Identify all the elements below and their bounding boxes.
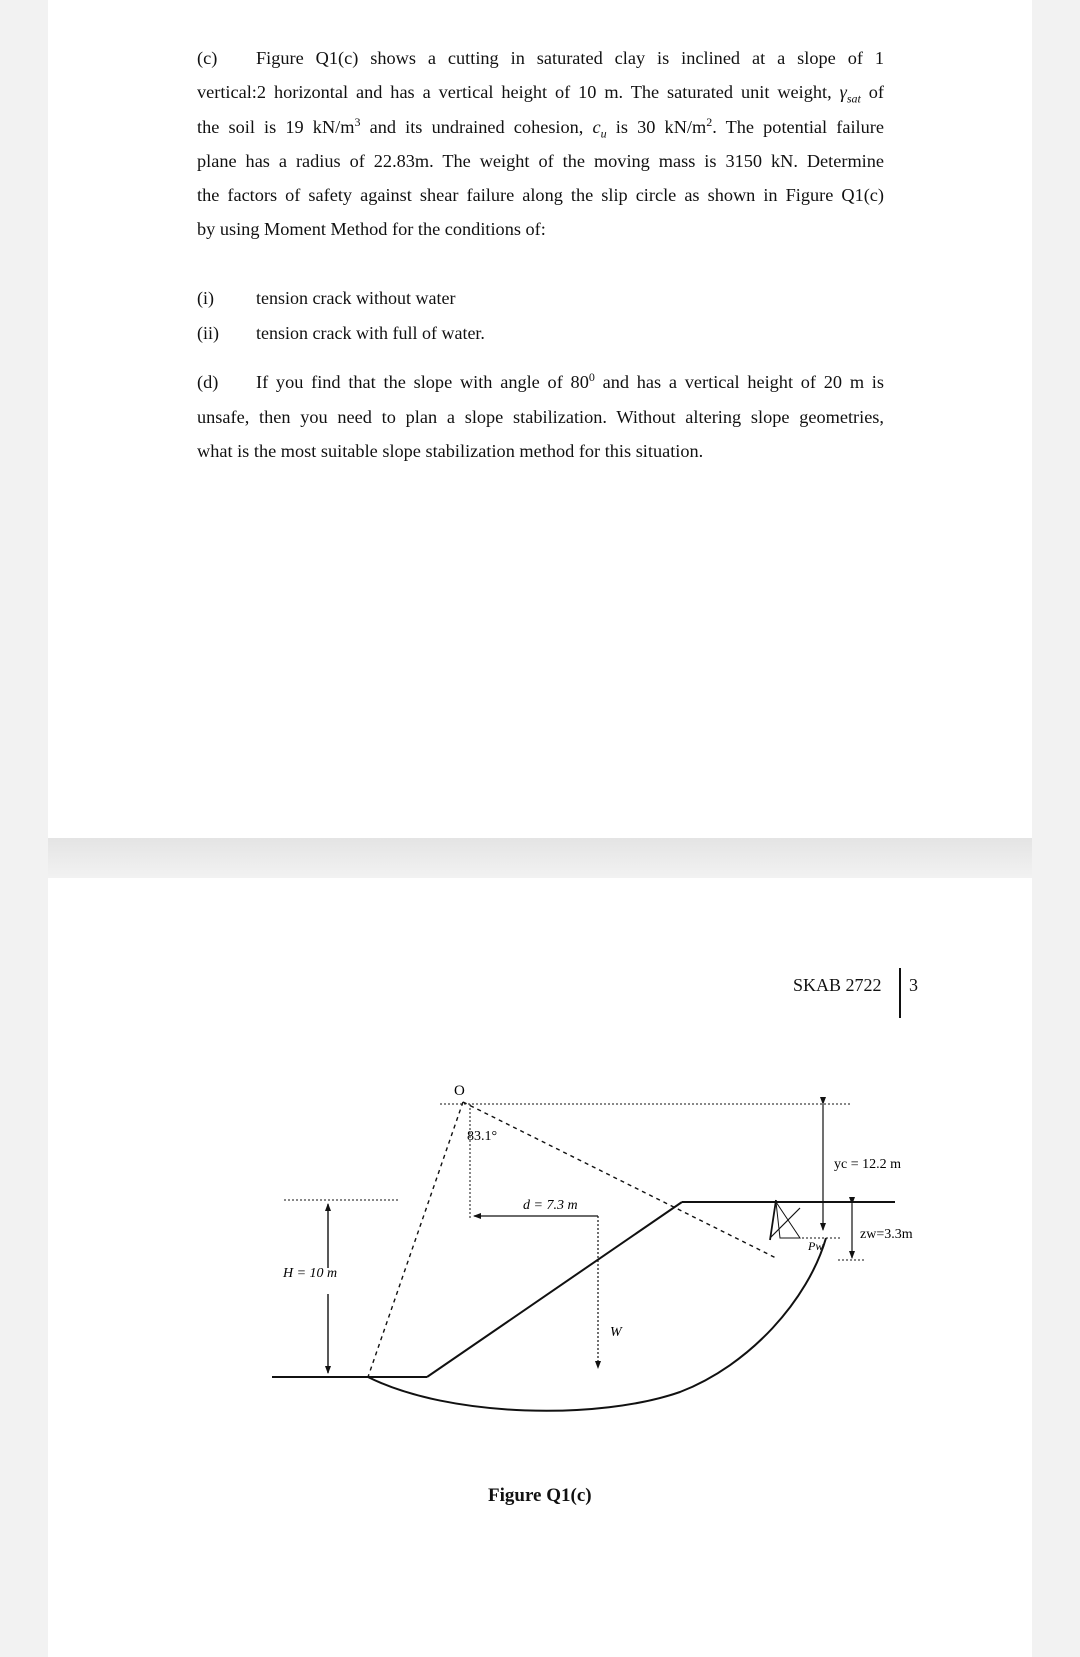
water-pressure-triangle (776, 1202, 800, 1238)
page-number: 3 (909, 975, 918, 995)
d-label: d = 7.3 m (523, 1198, 578, 1213)
yc-label: yc = 12.2 m (834, 1157, 901, 1172)
slip-circle-arc (368, 1238, 826, 1411)
w-label: W (610, 1325, 622, 1340)
part-d-line-2: unsafe, then you need to plan a slope stabilization. Without altering slope geometries, (197, 407, 884, 427)
zw-label: zw=3.3m (860, 1227, 913, 1242)
course-code: SKAB 2722 (793, 975, 882, 995)
part-c-line-3-c: is 30 kN/m (606, 117, 707, 137)
gamma-subscript: sat (846, 91, 861, 106)
radius-line-left (368, 1102, 463, 1377)
part-c-line-3-a: the soil is 19 kN/m (197, 117, 355, 137)
part-c-label: (c) (197, 48, 218, 68)
part-c-line-2-end: of (868, 82, 884, 102)
part-d-label: (d) (197, 372, 219, 392)
part-c-line-1: Figure Q1(c) shows a cutting in saturated clay is inclined at a slope of 1 (256, 48, 884, 68)
part-d-line-1-a: If you find that the slope with angle of 80 (256, 372, 589, 392)
centre-label: O (454, 1083, 465, 1099)
part-d-line-1-b: and has a vertical height of 20 m is (594, 372, 884, 392)
cu-subscript: u (600, 126, 607, 141)
slope-face (427, 1202, 682, 1377)
radius-line-right (463, 1102, 776, 1258)
degree-superscript: 0 (588, 369, 595, 384)
superscript-2: 2 (706, 114, 713, 129)
cu-symbol: c (592, 117, 601, 137)
condition-i-number: (i) (197, 288, 214, 308)
part-d-line-3: what is the most suitable slope stabilization method for this situation. (197, 441, 704, 461)
part-c-line-4: plane has a radius of 22.83m. The weight of the moving mass is 3150 kN. Determine (197, 151, 884, 171)
part-c-line-6: by using Moment Method for the conditions of: (197, 219, 546, 239)
condition-i-text: tension crack without water (256, 288, 456, 308)
gamma-symbol: γ (839, 82, 847, 102)
part-c-line-3-d: . The potential failure (712, 117, 884, 137)
angle-label: 83.1° (467, 1129, 498, 1144)
part-c-line-5: the factors of safety against shear failure along the slip circle as shown in Figure Q1(c) (197, 185, 884, 205)
part-c-line-2-text: vertical:2 horizontal and has a vertical height of 10 m. The saturated unit weight, (197, 82, 832, 102)
condition-ii-text: tension crack with full of water. (256, 323, 485, 343)
part-c-line-3-b: and its undrained cohesion, (360, 117, 593, 137)
h-label: H = 10 m (283, 1266, 338, 1281)
tension-crack (770, 1200, 776, 1240)
superscript-3: 3 (354, 114, 361, 129)
figure-caption: Figure Q1(c) (488, 1485, 592, 1506)
condition-ii-number: (ii) (197, 323, 219, 343)
pw-label: Pw (808, 1239, 824, 1253)
